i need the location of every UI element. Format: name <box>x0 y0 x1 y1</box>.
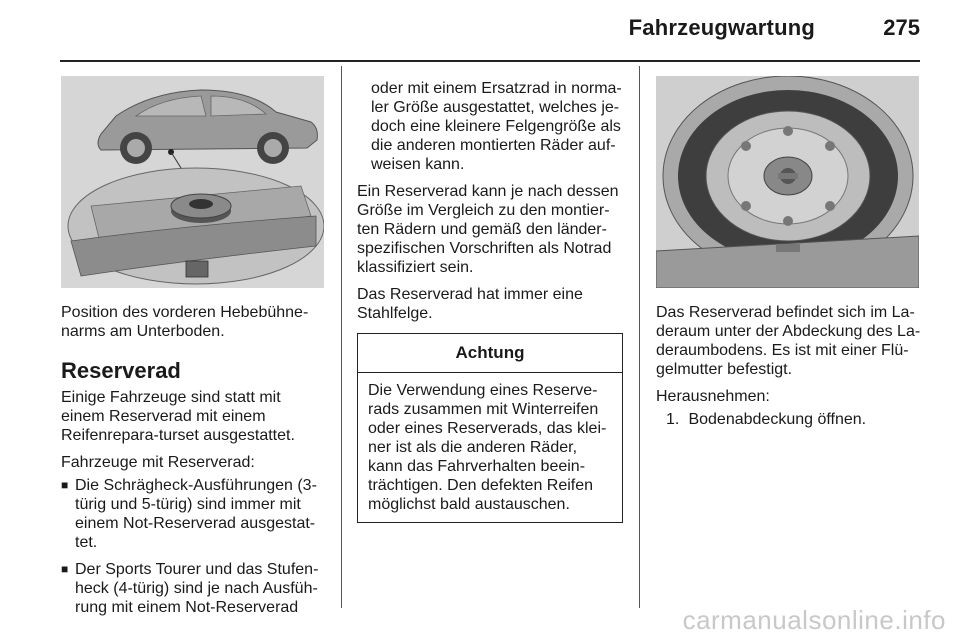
watermark: carmanualsonline.info <box>682 605 946 635</box>
paragraph-classification: Ein Reserverad kann je nach dessen Größe im Vergleich zu den montier-ten Rädern und gemäß den länder-spezifischen Vorschriften als Notrad klassifiziert sein. <box>357 183 619 276</box>
page-header-title: Fahrzeugwartung <box>628 15 815 40</box>
paragraph-location: Das Reserverad befindet sich im La-deraum unter der Abdeckung des La-deraumbodens. Es ist mit einer Flü-gelmutter befestigt. <box>656 304 921 378</box>
step-text: Bodenabdeckung öffnen. <box>688 411 867 428</box>
column-divider-left <box>341 66 342 608</box>
column-three <box>656 303 922 429</box>
notice-title: Achtung <box>358 334 622 373</box>
intro-paragraph: Einige Fahrzeuge sind statt mit einem Reserverad mit einem Reifenrepara-turset ausgestattet. <box>61 389 295 444</box>
spare-wheel-drawing <box>656 76 919 288</box>
notice-box <box>357 333 623 523</box>
spare-wheel-illustration <box>656 76 919 288</box>
header-rule <box>60 60 920 62</box>
reserverad-section <box>61 358 326 625</box>
bullet-list <box>61 476 326 617</box>
lift-point-illustration <box>61 76 324 288</box>
paragraph-steel-rim: Das Reserverad hat immer eine Stahlfelge. <box>357 286 583 322</box>
step-item <box>656 410 922 429</box>
list-item-text: Die Schrägheck-Ausführungen (3-türig und 5-türig) sind immer mit einem Not-Reserverad ausgestat-tet. <box>75 477 317 551</box>
bullet-icon: ■ <box>61 478 69 492</box>
bullet-icon: ■ <box>61 562 69 576</box>
column-one <box>61 303 326 349</box>
paragraph-remove: Herausnehmen: <box>656 388 770 405</box>
column-divider-right <box>639 66 640 608</box>
list-item <box>61 560 326 617</box>
notice-body: Die Verwendung eines Reserve-rads zusammen mit Winterreifen oder eines Reserverads, das klei-ner ist als die anderen Räder, kann das Fahrverhalten beein-trächtigen. Den defekten Reifen möglichst bald austauschen. <box>368 382 607 513</box>
step-number: 1. <box>666 411 680 428</box>
page-number: 275 <box>883 15 920 40</box>
figure-caption: Position des vorderen Hebebühne-narms am Unterboden. <box>61 304 309 340</box>
section-heading: Reserverad <box>61 358 181 383</box>
lift-point-drawing <box>61 76 324 288</box>
continuation-text: oder mit einem Ersatzrad in norma-ler Größe ausgestattet, welches je-doch eine kleinere Felgengröße als die anderen montierten Räder auf-weisen kann. <box>371 80 622 173</box>
list-item-text: Der Sports Tourer und das Stufen-heck (4-türig) sind je nach Ausfüh-rung mit einem Not-Reserverad <box>75 561 319 616</box>
column-two <box>357 79 623 523</box>
list-intro: Fahrzeuge mit Reserverad: <box>61 454 255 471</box>
list-item <box>61 476 326 552</box>
